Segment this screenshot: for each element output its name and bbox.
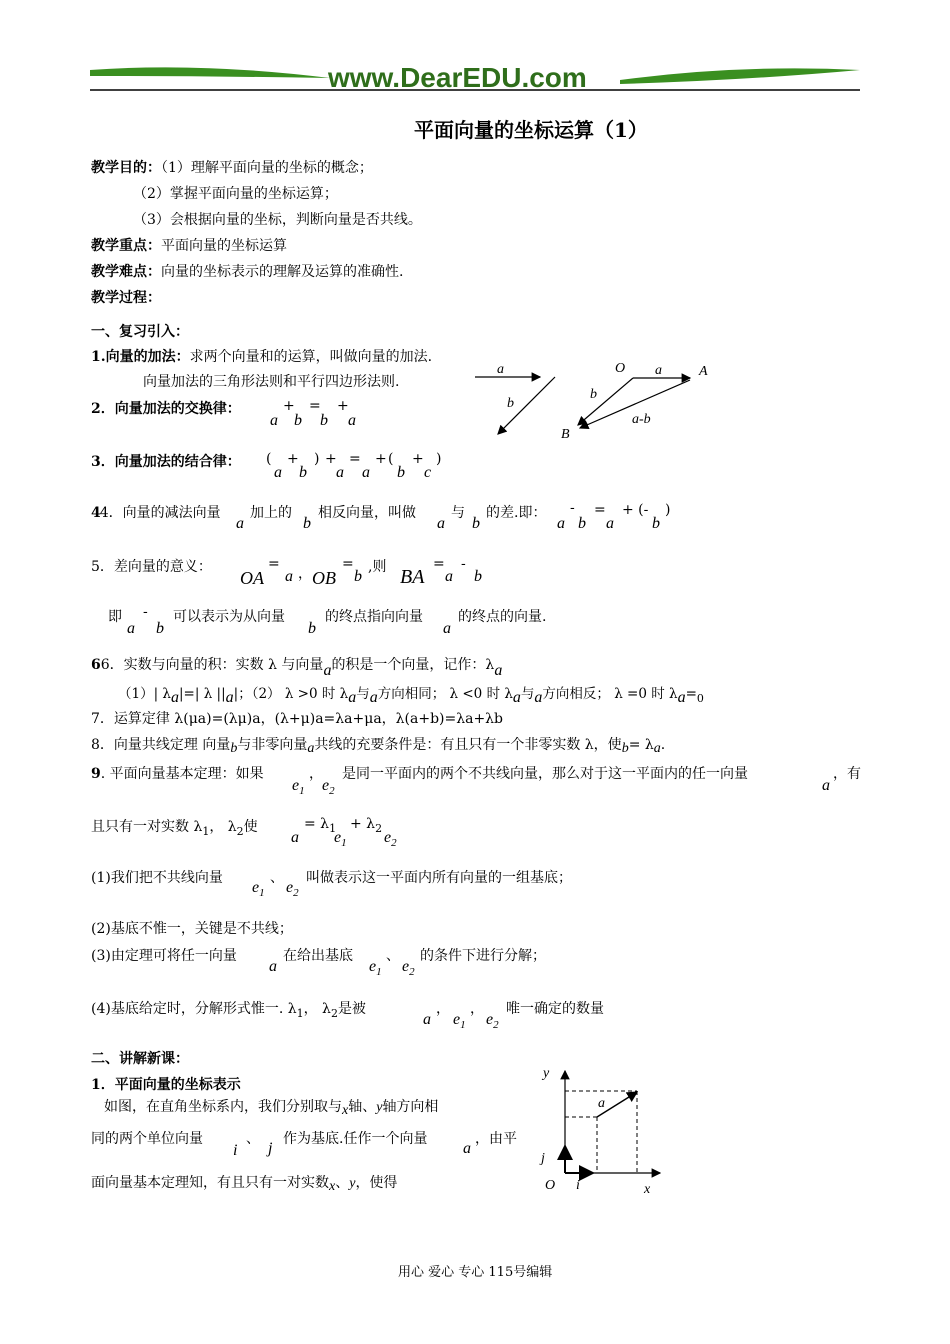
op-rparen: ) [436, 451, 442, 467]
key-point-text: 平面向量的坐标运算 [161, 238, 287, 254]
var-b: b [294, 412, 302, 429]
item5-meaning-c: 的终点指向向量 [325, 609, 423, 625]
op-lparen: ( [388, 451, 394, 467]
var-a: a [822, 777, 830, 794]
var-a: a [269, 958, 277, 975]
var-a: a [362, 464, 370, 481]
section2-sub1: 1．平面向量的坐标表示 [91, 1077, 241, 1093]
item4-text-c: 相反向量，叫做 [318, 505, 416, 521]
var-b: b [397, 464, 405, 481]
item4-line: 44．向量的减法向量 [91, 505, 221, 521]
var-i: i [233, 1142, 238, 1159]
process-label: 教学过程： [91, 290, 161, 306]
op-lparen: ( [266, 451, 272, 467]
key-point-line [91, 235, 287, 255]
op-minus: - [143, 604, 148, 620]
fig2-label-a: a [655, 363, 662, 378]
punct-comma: ， [298, 566, 312, 582]
var-b: b [472, 515, 480, 532]
difficulty-text: 向量的坐标表示的理解及运算的准确性. [161, 264, 404, 280]
item1-number: 1 [91, 349, 101, 365]
var-e1: $e_1$ [292, 777, 305, 798]
op-plus: + [283, 398, 295, 414]
var-a: a [437, 515, 445, 532]
var-a: a [443, 620, 451, 637]
var-a: a [127, 620, 135, 637]
var-e2: $e_2$ [322, 777, 335, 798]
var-a: a [285, 568, 293, 585]
section2-line2: 同的两个单位向量 [91, 1131, 203, 1147]
var-a: a [445, 568, 453, 585]
var-OB: OB [312, 568, 336, 588]
item6-line: 66．实数与向量的积：实数 λ 与向量a的积是一个向量，记作：λa [91, 657, 503, 679]
difficulty-line [91, 261, 403, 281]
item2-label: 2．向量加法的交换律： [91, 401, 241, 417]
var-e1: $e_1$ [453, 1011, 466, 1032]
site-logo-text: www.DearEDU.com [328, 62, 587, 93]
difficulty-label: 教学难点： [91, 264, 161, 280]
key-point-label: 教学重点： [91, 238, 161, 254]
var-b: b [354, 568, 362, 585]
page-title: 平面向量的坐标运算（1） [414, 118, 648, 142]
fig2-label-b: b [590, 387, 597, 402]
item5-meaning-d: 的终点的向量. [458, 609, 547, 625]
item7-line: 7．运算定律 λ(μa)=(λμ)a，(λ+μ)a=λa+μa，λ(a+b)=λa+λb [91, 711, 504, 727]
op-plus-neg: + (- [622, 502, 649, 518]
var-e2: $e_2$ [286, 879, 299, 900]
fig3-label-x: x [644, 1182, 651, 1197]
fig3-label-a: a [598, 1096, 605, 1111]
fig1-label-b: b [507, 396, 514, 411]
item8-line: 8．向量共线定理 向量b与非零向量a共线的充要条件是：有且只有一个非零实数 λ，使b= λa. [91, 737, 666, 756]
op-plus: + [337, 398, 349, 414]
var-a: a [423, 1011, 431, 1028]
fig3-label-j: j [541, 1151, 545, 1166]
var-a: a [606, 515, 614, 532]
section1-heading: 一、复习引入： [91, 324, 189, 340]
var-e2: $e_2$ [486, 1011, 499, 1032]
segment-ob [578, 378, 633, 425]
op-rparen: ) [665, 502, 671, 518]
var-b: b [303, 515, 311, 532]
objectives-line-1 [91, 157, 373, 177]
item4-text-a: 4．向量的减法向量 [99, 505, 221, 521]
fig3-label-y: y [543, 1066, 550, 1081]
op-rparen: ) [314, 451, 320, 467]
var-OA: OA [240, 568, 264, 588]
item5-label: 5．差向量的意义： [91, 559, 212, 575]
op-eq: = [433, 556, 445, 572]
objective-item: （3）会根据向量的坐标，判断向量是否共线。 [133, 212, 422, 228]
item4-text-b: 加上的 [250, 505, 292, 521]
item5-meaning-a: 即 [108, 609, 122, 625]
fig2-label-a-minus-b: a-b [632, 412, 651, 427]
var-b: b [474, 568, 482, 585]
var-a: a [494, 662, 503, 679]
fig2-label-A: A [699, 364, 708, 379]
figure-triangle-oab [560, 370, 700, 450]
var-b: b [156, 620, 164, 637]
op-plus: + [375, 451, 387, 467]
figure-coordinate-system [540, 1066, 670, 1196]
var-e1: $e_1$ [369, 958, 382, 979]
var-b: b [652, 515, 660, 532]
item9-line1: 9. 平面向量基本定理：如果 [91, 766, 264, 782]
item1-subtext: 向量加法的三角形法则和平行四边形法则. [143, 374, 400, 390]
var-b: b [299, 464, 307, 481]
item1-text: 求两个向量和的运算，叫做向量的加法. [189, 349, 433, 365]
op-plus: + [325, 451, 337, 467]
var-a: a [463, 1140, 471, 1157]
fig2-label-B: B [561, 427, 570, 442]
item5-meaning-b: 可以表示为从向量 [173, 609, 285, 625]
var-a: a [348, 412, 356, 429]
var-e1: $e_1$ [252, 879, 265, 900]
section2-line1: 如图，在直角坐标系内，我们分别取与x轴、y轴方向相 [104, 1099, 439, 1118]
objective-item: （1）理解平面向量的坐标的概念； [161, 160, 373, 176]
op-minus: - [461, 556, 466, 572]
fig2-label-o: O [615, 361, 626, 376]
note1-a: (1)我们把不共线向量 [91, 870, 223, 886]
var-b: b [308, 620, 316, 637]
var-b: b [320, 412, 328, 429]
section2-line3: 面向量基本定理知，有且只有一对实数x、y，使得 [91, 1175, 398, 1194]
var-BA: BA [400, 566, 425, 588]
note2: (2)基底不惟一，关键是不共线； [91, 921, 293, 937]
var-a: a [557, 515, 565, 532]
op-plus: + [412, 451, 424, 467]
op-eq: = [309, 398, 321, 414]
fig3-label-i: i [576, 1178, 580, 1193]
op-eq: = [342, 556, 354, 572]
objective-item: （2）掌握平面向量的坐标运算； [133, 186, 338, 202]
var-a: a [236, 515, 244, 532]
var-e2: $e_2$ [384, 829, 397, 850]
var-c: c [424, 464, 432, 481]
item4-text-d: 与 [451, 505, 465, 521]
item9-line2: 且只有一对实数 $\lambda_1$， $\lambda_2$使 [91, 819, 258, 838]
item3-label: 3．向量加法的结合律： [91, 454, 241, 470]
objectives-label: 教学目的： [91, 160, 161, 176]
var-b: b [578, 515, 586, 532]
page-footer: 用心 爱心 专心 115号编辑 [398, 1265, 553, 1280]
item5-then: ,则 [368, 559, 387, 575]
var-a: a [270, 412, 278, 429]
var-e2: $e_2$ [402, 958, 415, 979]
op-minus: - [570, 500, 575, 516]
var-a: a [274, 464, 282, 481]
section2-heading: 二、讲解新课： [91, 1051, 189, 1067]
note4-a: (4)基底给定时，分解形式惟一. $\lambda_1$， $\lambda_2$是被 [91, 1001, 366, 1020]
fig1-label-a: a [497, 362, 504, 377]
fig3-label-o: O [545, 1178, 556, 1193]
op-plus: + [287, 451, 299, 467]
var-e1: $e_1$ [334, 829, 347, 850]
item6-sub: （1）| λa|=| λ ||a|；（2） λ >0 时 λa与a方向相同； λ <0 时 λa与a方向相反； λ =0 时 $\lambda a=_0$ [118, 686, 704, 706]
note3-a: (3)由定理可将任一向量 [91, 948, 237, 964]
item4-text-e: 的差.即： [486, 505, 547, 521]
var-j: j [268, 1140, 273, 1157]
var-a: a [291, 829, 299, 846]
item1-label: .向量的加法： [100, 349, 190, 365]
op-eq: = [349, 451, 361, 467]
var-a: a [323, 662, 332, 679]
item1-line [91, 346, 432, 366]
op-eq: = [594, 502, 606, 518]
var-c: a [336, 464, 344, 481]
op-eq: = [268, 556, 280, 572]
